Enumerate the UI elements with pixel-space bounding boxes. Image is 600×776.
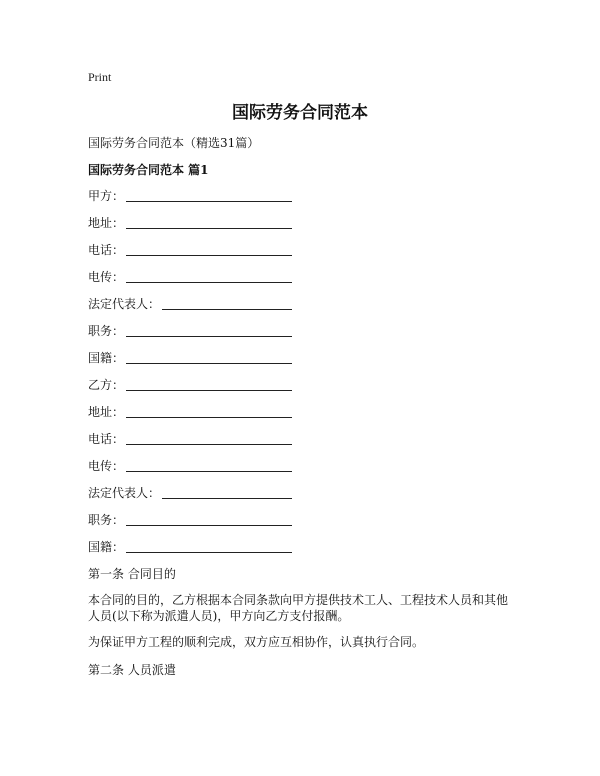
field-label: 地址： <box>88 216 125 230</box>
field-label: 法定代表人： <box>88 297 161 311</box>
party-b-legal-rep-field <box>88 483 292 501</box>
field-label: 国籍： <box>88 351 125 365</box>
party-b-field <box>88 375 292 393</box>
blank-line <box>126 390 292 391</box>
article1-paragraph-2: 为保证甲方工程的顺利完成，双方应互相协作，认真执行合同。 <box>88 635 425 649</box>
document-title: 国际劳务合同范本 <box>232 103 368 123</box>
blank-line <box>126 525 292 526</box>
blank-line <box>126 444 292 445</box>
article1-heading: 第一条 合同目的 <box>88 567 176 581</box>
blank-line <box>162 309 292 310</box>
party-b-phone-field <box>88 429 292 447</box>
field-label: 职务： <box>88 324 125 338</box>
party-a-legal-rep-field <box>88 294 292 312</box>
field-label: 乙方： <box>88 378 125 392</box>
blank-line <box>126 201 292 202</box>
blank-line <box>126 471 292 472</box>
print-label[interactable]: Print <box>88 70 112 84</box>
blank-line <box>126 255 292 256</box>
blank-line <box>126 552 292 553</box>
party-a-phone-field <box>88 240 292 258</box>
field-label: 电话： <box>88 243 125 257</box>
blank-line <box>126 228 292 229</box>
blank-line <box>126 363 292 364</box>
article2-heading: 第二条 人员派遣 <box>88 663 176 677</box>
party-b-address-field <box>88 402 292 420</box>
article1-paragraph-1: 本合同的目的，乙方根据本合同条款向甲方提供技术工人、工程技术人员和其他人员(以下称为派遣人员)，甲方向乙方支付报酬。 <box>88 593 509 623</box>
blank-line <box>126 417 292 418</box>
party-b-position-field <box>88 510 292 528</box>
field-label: 电传： <box>88 459 125 473</box>
blank-line <box>162 498 292 499</box>
party-b-nationality-field <box>88 537 292 555</box>
field-label: 法定代表人： <box>88 486 161 500</box>
blank-line <box>126 336 292 337</box>
field-label: 电话： <box>88 432 125 446</box>
party-a-field <box>88 186 292 204</box>
section-heading: 国际劳务合同范本 篇1 <box>88 163 209 177</box>
document-subtitle: 国际劳务合同范本（精选31篇） <box>88 136 260 150</box>
party-a-nationality-field <box>88 348 292 366</box>
party-a-address-field <box>88 213 292 231</box>
field-label: 甲方： <box>88 189 125 203</box>
party-b-fax-field <box>88 456 292 474</box>
party-a-fax-field <box>88 267 292 285</box>
field-label: 国籍： <box>88 540 125 554</box>
field-label: 职务： <box>88 513 125 527</box>
field-label: 电传： <box>88 270 125 284</box>
blank-line <box>126 282 292 283</box>
party-a-position-field <box>88 321 292 339</box>
field-label: 地址： <box>88 405 125 419</box>
